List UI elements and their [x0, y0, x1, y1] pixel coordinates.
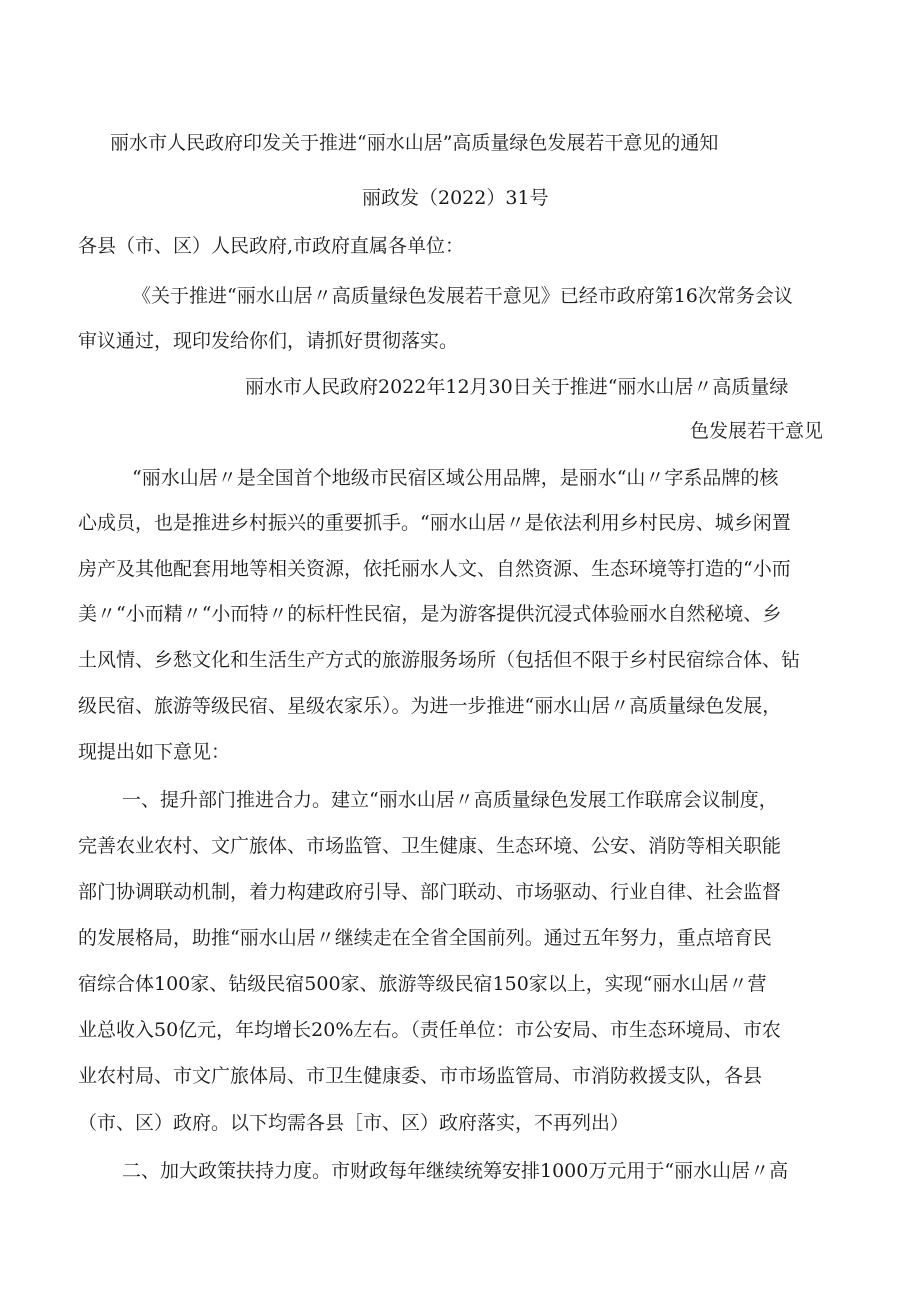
document-title: 丽水市人民政府印发关于推进“丽水山居”高质量绿色发展若干意见的通知: [110, 132, 719, 154]
section-one-line: 的发展格局，助推“丽水山居〃继续走在全省全国前列。通过五年努力，重点培育民: [78, 927, 772, 949]
signature-line: 色发展若干意见: [690, 420, 824, 442]
intro-line: 审议通过，现印发给你们，请抓好贯彻落实。: [78, 330, 459, 352]
background-paragraph-line: 现提出如下意见：: [78, 741, 231, 763]
addressee-line: 各县（市、区）人民政府,市政府直属各单位：: [78, 235, 465, 257]
section-one-line: 部门协调联动机制，着力构建政府引导、部门联动、市场驱动、行业自律、社会监督: [78, 881, 782, 903]
background-paragraph-line: 房产及其他配套用地等相关资源，依托丽水人文、自然资源、生态环境等打造的“小而: [78, 558, 791, 580]
background-paragraph-line: “丽水山居〃是全国首个地级市民宿区域公用品牌，是丽水“山〃字系品牌的核: [132, 467, 779, 489]
section-one-line: 业总收入50亿元，年均增长20%左右。（责任单位：市公安局、市生态环境局、市农: [78, 1019, 781, 1041]
background-paragraph-line: 级民宿、旅游等级民宿、星级农家乐）。为进一步推进“丽水山居〃高质量绿色发展，: [78, 695, 782, 717]
background-paragraph-line: 土风情、乡愁文化和生活生产方式的旅游服务场所（包括但不限于乡村民宿综合体、钻: [78, 649, 801, 671]
document-number: 丽政发（2022）31号: [362, 187, 549, 209]
section-one-line: （市、区）政府。以下均需各县［市、区）政府落实，不再列出）: [78, 1112, 630, 1134]
section-one-line: 完善农业农村、文广旅体、市场监管、卫生健康、生态环境、公安、消防等相关职能: [78, 835, 782, 857]
section-one-line: 一、提升部门推进合力。建立“丽水山居〃高质量绿色发展工作联席会议制度，: [122, 789, 778, 811]
section-one-line: 宿综合体100家、钻级民宿500家、旅游等级民宿150家以上，实现“丽水山居〃营: [78, 973, 767, 995]
section-two-line: 二、加大政策扶持力度。市财政每年继续统筹安排1000万元用于“丽水山居〃高: [122, 1160, 789, 1182]
intro-line: 《关于推进“丽水山居〃高质量绿色发展若干意见》已经市政府第16次常务会议: [132, 285, 793, 307]
background-paragraph-line: 美〃“小而精〃“小而特〃的标杆性民宿，是为游客提供沉浸式体验丽水自然秘境、乡: [78, 603, 782, 625]
signature-line: 丽水市人民政府2022年12月30日关于推进“丽水山居〃高质量绿: [245, 376, 789, 398]
background-paragraph-line: 心成员，也是推进乡村振兴的重要抓手。“丽水山居〃是依法利用乡村民房、城乡闲置: [78, 512, 791, 534]
section-one-line: 业农村局、市文广旅体局、市卫生健康委、市市场监管局、市消防救援支队，各县: [78, 1065, 763, 1087]
